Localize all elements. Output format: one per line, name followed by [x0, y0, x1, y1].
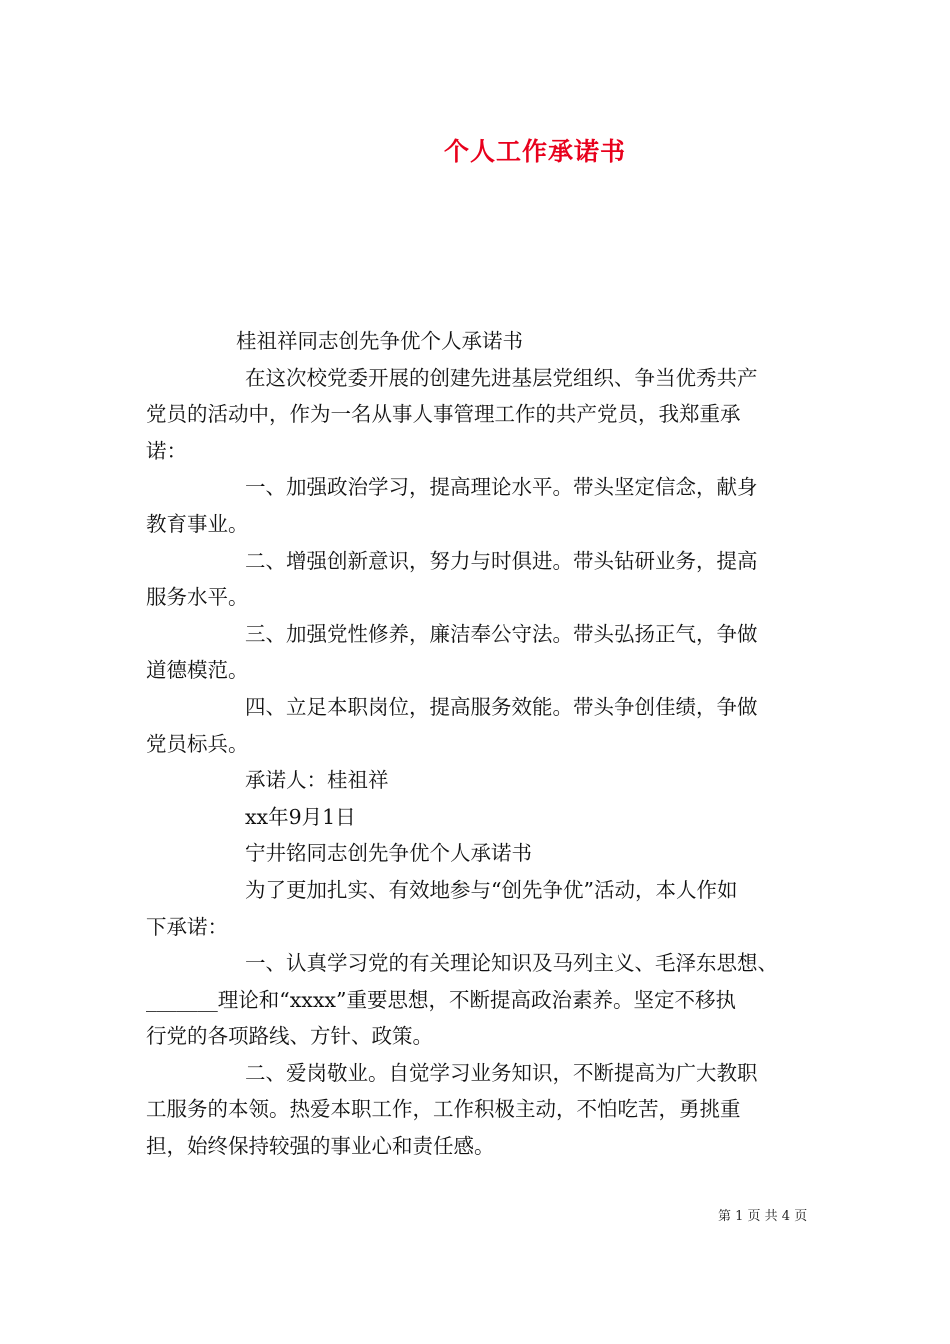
body-line: 行党的各项路线、方针、政策。: [146, 1024, 433, 1049]
body-line: 一、认真学习党的有关理论知识及马列主义、毛泽东思想、: [245, 951, 778, 976]
body-line: 桂祖祥同志创先争优个人承诺书: [236, 329, 523, 353]
body-line: 服务水平。: [146, 585, 249, 610]
body-line: _______理论和“xxxx”重要思想，不断提高政治素养。坚定不移执: [146, 987, 736, 1012]
body-line: 党员的活动中，作为一名从事人事管理工作的共产党员，我郑重承: [146, 402, 741, 427]
signer-line: 承诺人：桂祖祥: [245, 768, 389, 793]
document-body: [146, 323, 816, 1165]
body-line: 二、爱岗敬业。自觉学习业务知识，不断提高为广大教职: [245, 1060, 758, 1085]
body-line: 下承诺：: [146, 914, 228, 939]
body-line: 教育事业。: [146, 511, 249, 536]
body-line: 担，始终保持较强的事业心和责任感。: [146, 1134, 495, 1159]
body-line: 党员标兵。: [146, 731, 249, 756]
date-line: xx年9月1日: [245, 804, 356, 829]
body-line: 诺：: [146, 438, 187, 463]
body-line: 在这次校党委开展的创建先进基层党组织、争当优秀共产: [245, 365, 758, 390]
body-line: 道德模范。: [146, 658, 249, 683]
body-line: 为了更加扎实、有效地参与“创先争优”活动，本人作如: [245, 877, 738, 902]
page-number: 第 1 页 共 4 页: [718, 1209, 808, 1224]
body-line: 四、立足本职岗位，提高服务效能。带头争创佳绩，争做: [245, 694, 758, 719]
section-heading: 宁井铭同志创先争优个人承诺书: [245, 841, 532, 866]
body-line: 二、增强创新意识，努力与时俱进。带头钻研业务，提高: [245, 548, 758, 573]
body-line: 三、加强党性修养，廉洁奉公守法。带头弘扬正气，争做: [245, 621, 758, 646]
document-title: 个人工作承诺书: [443, 137, 626, 166]
body-line: 一、加强政治学习，提高理论水平。带头坚定信念，献身: [245, 475, 758, 500]
body-line: 工服务的本领。热爱本职工作，工作积极主动，不怕吃苦，勇挑重: [146, 1097, 741, 1122]
